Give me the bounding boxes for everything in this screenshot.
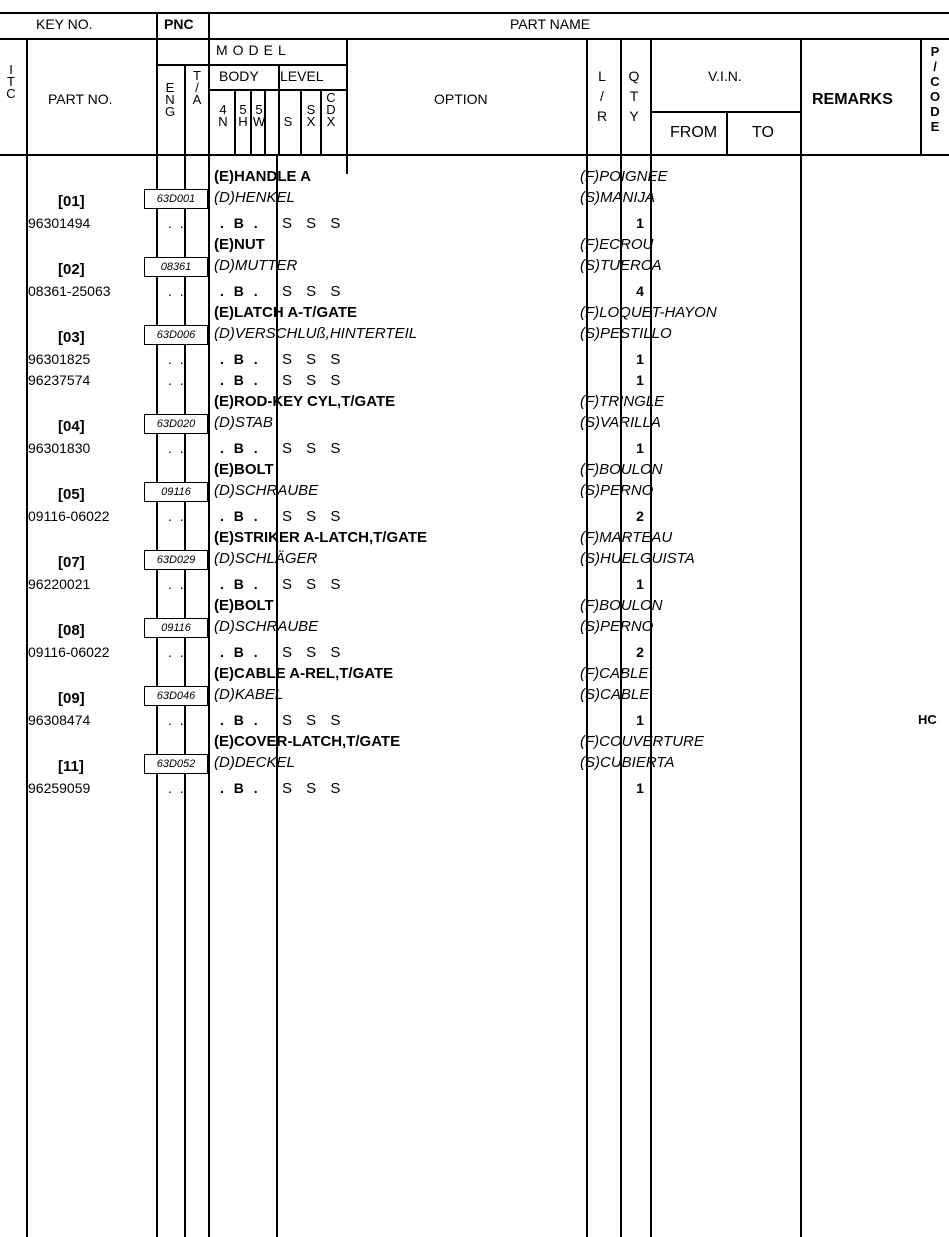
body-marks: . B . bbox=[220, 372, 261, 388]
header-part-no: PART NO. bbox=[48, 91, 113, 107]
qty-value: 1 bbox=[636, 576, 644, 592]
top-border bbox=[0, 12, 949, 14]
key-no: [11] bbox=[58, 758, 84, 775]
qty-value: 1 bbox=[636, 372, 644, 388]
eng-ta-marks: . . bbox=[168, 283, 186, 299]
eng-ta-marks: . . bbox=[168, 576, 186, 592]
option-en: (E)LATCH A-T/GATE bbox=[214, 304, 358, 321]
part-no: 96259059 bbox=[28, 780, 91, 796]
option-de: (D)HENKEL bbox=[214, 189, 295, 206]
eng-ta-marks: . . bbox=[168, 712, 186, 728]
option-es: (S)MANIJA bbox=[580, 189, 655, 206]
option-de: (D)MUTTER bbox=[214, 257, 298, 274]
option-de: (D)VERSCHLUß,HINTERTEIL bbox=[214, 325, 418, 342]
option-es: (S)PESTILLO bbox=[580, 325, 672, 342]
qty-value: 2 bbox=[636, 644, 644, 660]
header-ta: T / A bbox=[192, 68, 202, 107]
option-es: (S)PERNO bbox=[580, 482, 654, 499]
part-no: 96308474 bbox=[28, 712, 91, 728]
body-marks: . B . bbox=[220, 283, 261, 299]
part-no: 09116-06022 bbox=[28, 508, 110, 524]
part-no: 96237574 bbox=[28, 372, 91, 388]
option-fr: (F)COUVERTURE bbox=[580, 733, 704, 750]
option-es: (S)CABLE bbox=[580, 686, 650, 703]
eng-ta-marks: . . bbox=[168, 372, 186, 388]
body-marks: . B . bbox=[220, 351, 261, 367]
part-no: 96301825 bbox=[28, 351, 91, 367]
header-body: BODY bbox=[219, 68, 259, 84]
qty-value: 1 bbox=[636, 780, 644, 796]
header-body-5h: 5 H bbox=[238, 102, 248, 129]
key-no: [04] bbox=[58, 418, 85, 435]
header-eng: E N G bbox=[164, 80, 176, 119]
eng-ta-marks: . . bbox=[168, 440, 186, 456]
option-fr: (F)MARTEAU bbox=[580, 529, 673, 546]
pnc-box: 09116 bbox=[144, 482, 208, 502]
part-no: 96220021 bbox=[28, 576, 91, 592]
option-es: (S)HUELGUISTA bbox=[580, 550, 695, 567]
header-remarks: REMARKS bbox=[812, 91, 893, 108]
option-en: (E)HANDLE A bbox=[214, 168, 311, 185]
option-es: (S)VARILLA bbox=[580, 414, 661, 431]
key-no: [08] bbox=[58, 622, 85, 639]
option-de: (D)STAB bbox=[214, 414, 273, 431]
option-es: (S)PERNO bbox=[580, 618, 654, 635]
part-no: 96301830 bbox=[28, 440, 91, 456]
qty-value: 1 bbox=[636, 440, 644, 456]
body-marks: . B . bbox=[220, 644, 261, 660]
key-no: [09] bbox=[58, 690, 85, 707]
body-marks: . B . bbox=[220, 440, 261, 456]
option-en: (E)COVER-LATCH,T/GATE bbox=[214, 733, 401, 750]
header-pnc: PNC bbox=[164, 16, 194, 32]
option-fr: (F)BOULON bbox=[580, 461, 663, 478]
option-fr: (F)CABLE bbox=[580, 665, 649, 682]
option-en: (E)BOLT bbox=[214, 461, 274, 478]
vin-divider bbox=[650, 111, 800, 113]
qty-value: 4 bbox=[636, 283, 644, 299]
qty-value: 1 bbox=[636, 215, 644, 231]
level-marks: S S S bbox=[282, 780, 346, 797]
level-marks: S S S bbox=[282, 576, 346, 593]
header-vin: V.I.N. bbox=[708, 68, 742, 84]
header-level-s: S bbox=[283, 114, 293, 129]
qty-value: 1 bbox=[636, 712, 644, 728]
key-no: [01] bbox=[58, 193, 85, 210]
header-level: LEVEL bbox=[280, 68, 324, 84]
level-marks: S S S bbox=[282, 440, 346, 457]
body-marks: . B . bbox=[220, 712, 261, 728]
pnc-box: 63D046 bbox=[144, 686, 208, 706]
body-marks: . B . bbox=[220, 508, 261, 524]
body-marks: . B . bbox=[220, 576, 261, 592]
eng-ta-marks: . . bbox=[168, 351, 186, 367]
level-marks: S S S bbox=[282, 215, 346, 232]
pnc-box: 63D006 bbox=[144, 325, 208, 345]
option-de: (D)SCHRAUBE bbox=[214, 482, 319, 499]
body-marks: . B . bbox=[220, 215, 261, 231]
eng-ta-marks: . . bbox=[168, 508, 186, 524]
header-body-5w: 5 W bbox=[252, 102, 266, 129]
header-itc: I T C bbox=[6, 62, 16, 101]
part-no: 08361-25063 bbox=[28, 283, 111, 299]
key-no: [05] bbox=[58, 486, 85, 503]
pnc-box: 08361 bbox=[144, 257, 208, 277]
header-key-no: KEY NO. bbox=[36, 16, 93, 32]
option-de: (D)KABEL bbox=[214, 686, 284, 703]
level-marks: S S S bbox=[282, 283, 346, 300]
key-no: [03] bbox=[58, 329, 85, 346]
part-no: 09116-06022 bbox=[28, 644, 110, 660]
eng-ta-marks: . . bbox=[168, 780, 186, 796]
header-divider bbox=[0, 38, 949, 40]
pnc-box: 63D029 bbox=[144, 550, 208, 570]
level-marks: S S S bbox=[282, 712, 346, 729]
pcode-value: HC bbox=[918, 712, 937, 727]
part-no: 96301494 bbox=[28, 215, 91, 231]
option-de: (D)SCHRAUBE bbox=[214, 618, 319, 635]
level-marks: S S S bbox=[282, 372, 346, 389]
header-pcode: P / C O D E bbox=[929, 44, 941, 134]
eng-ta-marks: . . bbox=[168, 644, 186, 660]
option-en: (E)CABLE A-REL,T/GATE bbox=[214, 665, 394, 682]
key-no: [07] bbox=[58, 554, 85, 571]
pnc-box: 09116 bbox=[144, 618, 208, 638]
pnc-box: 63D001 bbox=[144, 189, 208, 209]
header-level-sx: S X bbox=[306, 102, 316, 129]
header-part-name: PART NAME bbox=[510, 16, 591, 32]
option-en: (E)STRIKER A-LATCH,T/GATE bbox=[214, 529, 428, 546]
level-marks: S S S bbox=[282, 351, 346, 368]
header-model: MODEL bbox=[216, 42, 291, 58]
qty-value: 1 bbox=[636, 351, 644, 367]
option-es: (S)TUERCA bbox=[580, 257, 662, 274]
body-marks: . B . bbox=[220, 780, 261, 796]
header-lr: L / R bbox=[596, 68, 608, 124]
option-fr: (F)POIGNEE bbox=[580, 168, 668, 185]
option-fr: (F)TRINGLE bbox=[580, 393, 665, 410]
option-en: (E)ROD-KEY CYL,T/GATE bbox=[214, 393, 396, 410]
level-marks: S S S bbox=[282, 644, 346, 661]
header-level-cdx: C D X bbox=[326, 90, 336, 129]
key-no: [02] bbox=[58, 261, 85, 278]
option-fr: (F)LOQUET-HAYON bbox=[580, 304, 717, 321]
header-option: OPTION bbox=[434, 91, 488, 107]
eng-ta-marks: . . bbox=[168, 215, 186, 231]
header-bottom-border bbox=[0, 154, 949, 156]
option-en: (E)BOLT bbox=[214, 597, 274, 614]
option-de: (D)SCHLÄGER bbox=[214, 550, 318, 567]
option-de: (D)DECKEL bbox=[214, 754, 295, 771]
header-body-4n: 4 N bbox=[218, 102, 228, 129]
qty-value: 2 bbox=[636, 508, 644, 524]
option-fr: (F)BOULON bbox=[580, 597, 663, 614]
header-qty: Q T Y bbox=[628, 68, 640, 124]
header-vin-to: TO bbox=[752, 124, 774, 141]
level-marks: S S S bbox=[282, 508, 346, 525]
header-vin-from: FROM bbox=[670, 124, 718, 141]
pnc-box: 63D020 bbox=[144, 414, 208, 434]
option-en: (E)NUT bbox=[214, 236, 265, 253]
option-es: (S)CUBIERTA bbox=[580, 754, 675, 771]
pnc-box: 63D052 bbox=[144, 754, 208, 774]
option-fr: (F)ECROU bbox=[580, 236, 654, 253]
body-level-divider bbox=[208, 89, 346, 91]
